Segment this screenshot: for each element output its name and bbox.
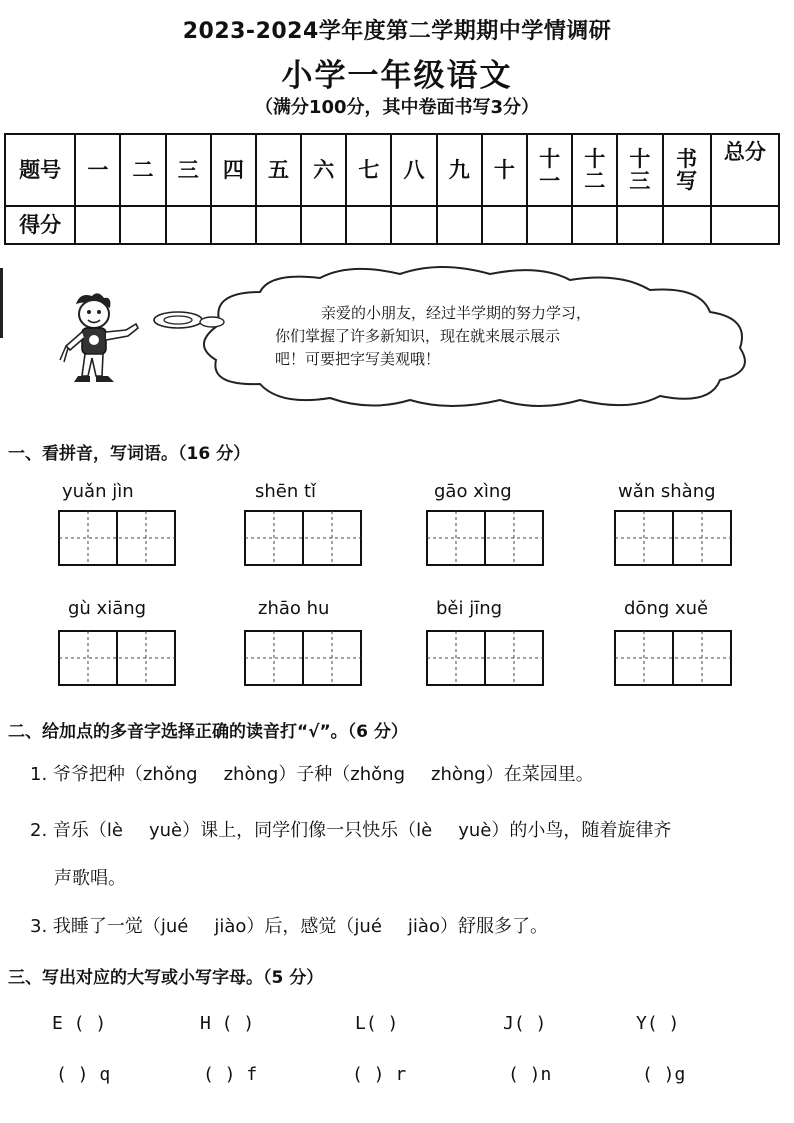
score-cell[interactable] [211, 206, 256, 244]
letter-item[interactable]: ( )g [642, 1064, 686, 1085]
score-cell[interactable] [75, 206, 120, 244]
score-cell[interactable] [663, 206, 711, 244]
score-cell[interactable] [301, 206, 346, 244]
score-cell[interactable] [256, 206, 301, 244]
exam-subject-title: 小学一年级语文 [281, 58, 513, 94]
score-cell[interactable] [437, 206, 482, 244]
margin-mark [0, 268, 3, 338]
writing-grid-3[interactable] [426, 510, 544, 566]
letter-item[interactable]: L( ) [355, 1013, 399, 1034]
writing-grid-7[interactable] [426, 630, 544, 686]
question-2-continued: 声歌唱。 [54, 868, 126, 889]
score-row [5, 206, 779, 244]
question-col-10: 十 [482, 134, 527, 206]
pinyin-3: gāo xìng [434, 481, 512, 502]
question-col-4: 四 [211, 134, 256, 206]
intro-message: 亲爱的小朋友，经过半学期的努力学习， 你们掌握了许多新知识，现在就来展示展示 吧！可要把字写美观哦！ [275, 304, 592, 368]
section2-title: 二、给加点的多音字选择正确的读音打“√”。（6 分） [8, 722, 408, 742]
letter-item[interactable]: ( ) q [56, 1064, 111, 1085]
question-number-row [5, 134, 779, 206]
writing-grid-2[interactable] [244, 510, 362, 566]
score-cell[interactable] [527, 206, 572, 244]
score-cell[interactable] [120, 206, 165, 244]
score-cell[interactable] [482, 206, 527, 244]
score-cell[interactable] [711, 206, 779, 244]
writing-grid-4[interactable] [614, 510, 732, 566]
pinyin-8: dōng xuě [624, 598, 709, 619]
pinyin-1: yuǎn jìn [62, 481, 134, 502]
letter-item[interactable]: E ( ) [52, 1013, 107, 1034]
question-col-7: 七 [346, 134, 391, 206]
question-col-13: 十 三 [617, 134, 662, 206]
question-col-12: 十 二 [572, 134, 617, 206]
score-cell[interactable] [346, 206, 391, 244]
section1-title: 一、看拼音，写词语。（16 分） [8, 444, 251, 464]
pinyin-5: gù xiāng [68, 598, 147, 619]
letter-item[interactable]: ( )n [508, 1064, 552, 1085]
question-2: 2. 音乐（lè yuè）课上，同学们像一只快乐（lè yuè）的小鸟，随着旋律齐 [30, 820, 672, 841]
writing-grid-6[interactable] [244, 630, 362, 686]
exam-score-note: （满分100分，其中卷面书写3分） [254, 97, 540, 118]
question-3: 3. 我睡了一觉（jué jiào）后，感觉（jué jiào）舒服多了。 [30, 916, 548, 937]
writing-grid-8[interactable] [614, 630, 732, 686]
letter-item[interactable]: Y( ) [636, 1013, 680, 1034]
pinyin-6: zhāo hu [258, 598, 330, 619]
pinyin-7: běi jīng [436, 598, 503, 619]
score-cell[interactable] [391, 206, 436, 244]
letter-item[interactable]: ( ) f [203, 1064, 258, 1085]
question-col-5: 五 [256, 134, 301, 206]
writing-grid-1[interactable] [58, 510, 176, 566]
question-col-8: 八 [391, 134, 436, 206]
question-1: 1. 爷爷把种（zhǒng zhòng）子种（zhǒng zhòng）在菜园里。 [30, 764, 594, 785]
question-col-2: 二 [120, 134, 165, 206]
letter-item[interactable]: ( ) r [352, 1064, 407, 1085]
total-col: 总分 [711, 134, 779, 206]
letter-item[interactable]: J( ) [503, 1013, 547, 1034]
writing-grid-5[interactable] [58, 630, 176, 686]
exam-year-title: 2023-2024学年度第二学期期中学情调研 [182, 19, 612, 44]
score-cell[interactable] [166, 206, 211, 244]
score-label: 得分 [5, 206, 75, 244]
pinyin-2: shēn tǐ [255, 481, 317, 502]
score-table [4, 133, 780, 245]
letter-item[interactable]: H ( ) [200, 1013, 255, 1034]
question-col-6: 六 [301, 134, 346, 206]
question-col-1: 一 [75, 134, 120, 206]
section3-title: 三、写出对应的大写或小写字母。（5 分） [8, 968, 324, 988]
question-col-9: 九 [437, 134, 482, 206]
question-col-3: 三 [166, 134, 211, 206]
question-col-11: 十 一 [527, 134, 572, 206]
question-number-label: 题号 [5, 134, 75, 206]
boy-cartoon-icon [58, 290, 148, 400]
score-cell[interactable] [572, 206, 617, 244]
pinyin-4: wǎn shàng [618, 481, 716, 502]
score-cell[interactable] [617, 206, 662, 244]
writing-col: 书 写 [663, 134, 711, 206]
